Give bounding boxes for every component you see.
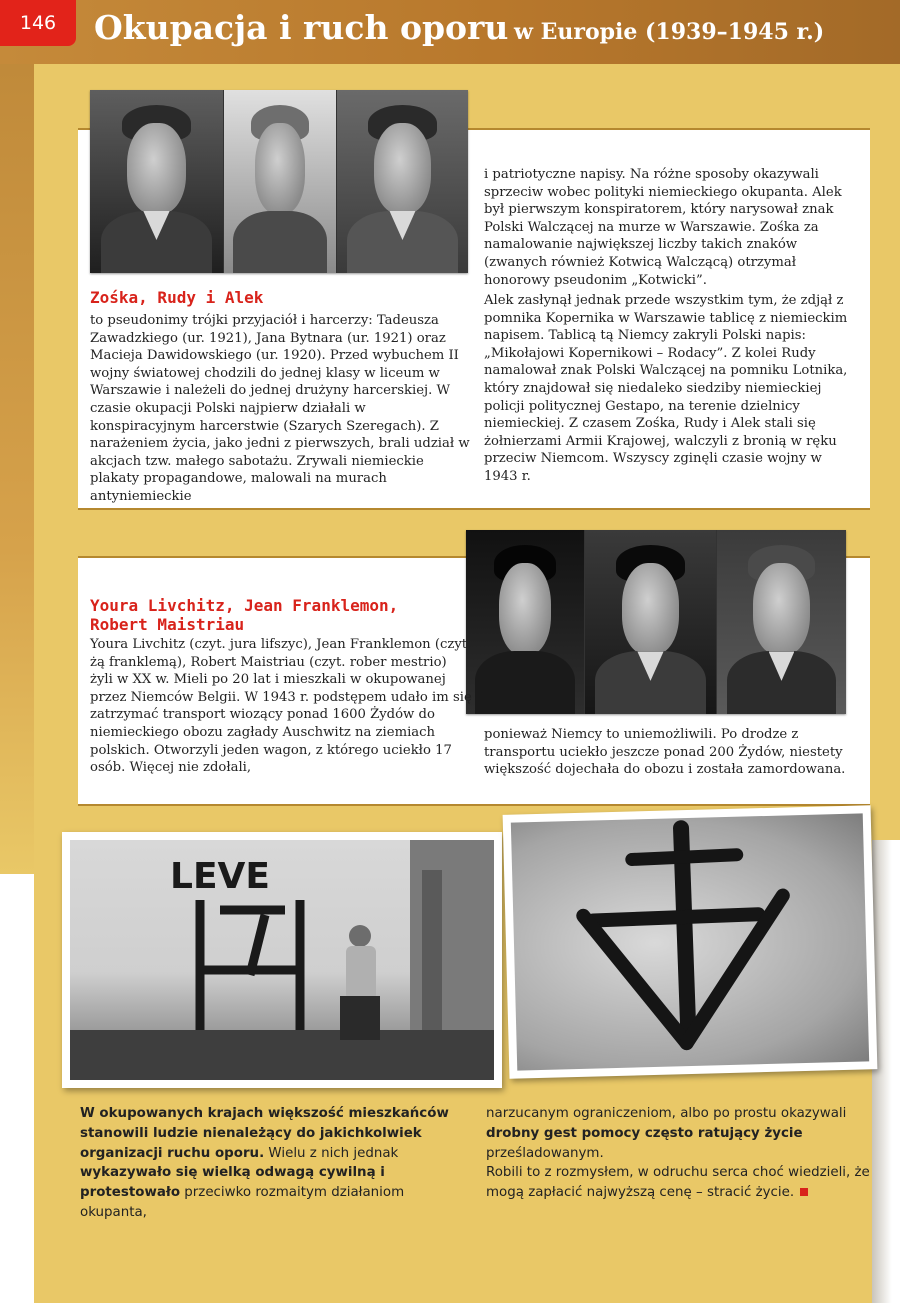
section1-heading: Zośka, Rudy i Alek: [90, 288, 264, 307]
section1-text-right-2: Alek zasłynął jednak przede wszystkim tym, że zdjął z pomnika Kopernika w Warszawie tablicę z niemieckim napisem. Tablicą tą Niemcy zakryli Polski napis: „Mikołajowi Kopernikowi – Rodacy”. Z kolei Rudy namalował znak Polski Walczącej na pomniku Lotnika, który znajdował się niedaleko siedziby niemieckiej policji politycznej Gestapo, na terenie dzielnicy niemieckiej. Z czasem Zośka, Rudy i Alek stali się żołnierzami Armii Krajowej, walczyli z bronią w ręku przeciw Niemcom. Wszyscy zginęli czasie wojny w 1943 r.: [484, 293, 848, 484]
section2-heading: [90, 596, 398, 634]
section2-heading-line2: Robert Maistriau: [90, 615, 245, 634]
portrait-franklemon: [585, 530, 716, 714]
section1-text-left: to pseudonimy trójki przyjaciół i harcerzy: Tadeusza Zawadzkiego (ur. 1921), Jana Bytnara (ur. 1921) oraz Macieja Dawidowskiego (ur. 1920). Przed wybuchem II wojny światowej chodzili do jednej klasy w liceum w Warszawie i należeli do jednej drużyny harcerskiej. W czasie okupacji Polski najpierw działali w konspiracyjnym harcerstwie (Szarych Szeregach). Z narażeniem życia, jako jedni z pierwszych, brali udział w akcjach tzw. małego sabotażu. Zrywali niemieckie plakaty propagandowe, malowali na murach antyniemieckie: [90, 313, 470, 504]
bottom-left-text-1: Wielu z nich jednak: [264, 1145, 399, 1161]
page-number: 146: [0, 0, 76, 46]
portrait-rudy: [224, 90, 336, 273]
cross-of-lorraine-symbol: [591, 826, 761, 1040]
bottom-left-bold-2: wykazywało się wielką odwagą cywilną i protestowało: [80, 1165, 385, 1201]
graffiti-leve-text: LEVE: [170, 856, 270, 897]
portrait-alek: [337, 90, 468, 273]
bottom-left-bold-1: W okupowanych krajach większość mieszkańców stanowili ludzie nienależący do jakichkolwiek organizacji ruchu oporu.: [80, 1106, 449, 1161]
man-figure: [340, 925, 380, 1040]
bottom-text-right: [486, 1104, 878, 1203]
graffiti-drawing: [70, 840, 494, 1080]
bottom-right-text-1: narzucanym ograniczeniom, albo po prostu okazywali: [486, 1106, 847, 1121]
section1-text-right-1: i patriotyczne napisy. Na różne sposoby okazywali sprzeciw wobec polityki niemieckiego okupanta. Alek był pierwszym konspiratorem, który narysował znak Polski Walczącej na murze w Warszawie. Zośka za namalowanie największej liczby takich znaków (zwanych również Kotwicą Walczącą) otrzymał honorowy pseudonim „Kotwicki”.: [484, 167, 842, 288]
photo-cross-of-lorraine-image: [511, 813, 869, 1070]
section2-text-right: ponieważ Niemcy to uniemożliwili. Po drodze z transportu uciekło jeszcze ponad 200 Żydów, niestety większość dojechała do obozu i została zamordowana.: [484, 727, 846, 778]
photo-graffiti-wall-image: [70, 840, 494, 1080]
cross-drawing: [511, 813, 869, 1070]
page-title-main: Okupacja i ruch oporu: [94, 8, 509, 47]
portrait-maistriau: [717, 530, 846, 714]
left-decor-strip: [0, 64, 34, 874]
bottom-left-text-2: przeciwko rozmaitym działaniom okupanta,: [80, 1185, 405, 1220]
bottom-text-left: [80, 1104, 472, 1223]
bottom-right-text-3: Robili to z rozmysłem, w odruchu serca choć wiedzieli, że mogą zapłacić najwyższą cenę – stracić życie.: [486, 1165, 870, 1201]
book-edge-shadow: [872, 840, 900, 1303]
portrait-zoska: [90, 90, 223, 273]
bottom-right-bold-1: drobny gest pomocy często ratujący życie: [486, 1125, 803, 1141]
portrait-livchitz: [466, 530, 584, 714]
bottom-right-text-2: prześladowanym.: [486, 1145, 604, 1161]
photo-graffiti-wall: [62, 832, 502, 1088]
anchor-symbol-painted: [200, 900, 300, 1030]
section2-heading-line1: Youra Livchitz, Jean Franklemon,: [90, 596, 399, 615]
left-white-margin: [0, 874, 34, 1303]
page-title-sub: w Europie (1939–1945 r.): [514, 19, 825, 45]
portraits-livchitz-franklemon-maistriau: [466, 530, 846, 714]
photo-cross-of-lorraine: [503, 805, 878, 1079]
page-title: [94, 8, 824, 47]
end-square-icon: [800, 1188, 808, 1196]
portraits-zoska-rudy-alek: [90, 90, 468, 273]
section2-text-left: Youra Livchitz (czyt. jura lifszyc), Jean Franklemon (czyt. żą franklemą), Robert Maistriau (czyt. rober mestrio) żyli w XX w. Mieli po 20 lat i mieszkali w okupowanej przez Niemców Belgii. W 1943 r. podstępem udało im się zatrzymać transport wiozący ponad 1600 Żydów do niemieckiego obozu zagłady Auschwitz na ziemiach polskich. Otworzyli jeden wagon, z którego uciekło 17 osób. Więcej nie zdołali,: [90, 637, 472, 776]
